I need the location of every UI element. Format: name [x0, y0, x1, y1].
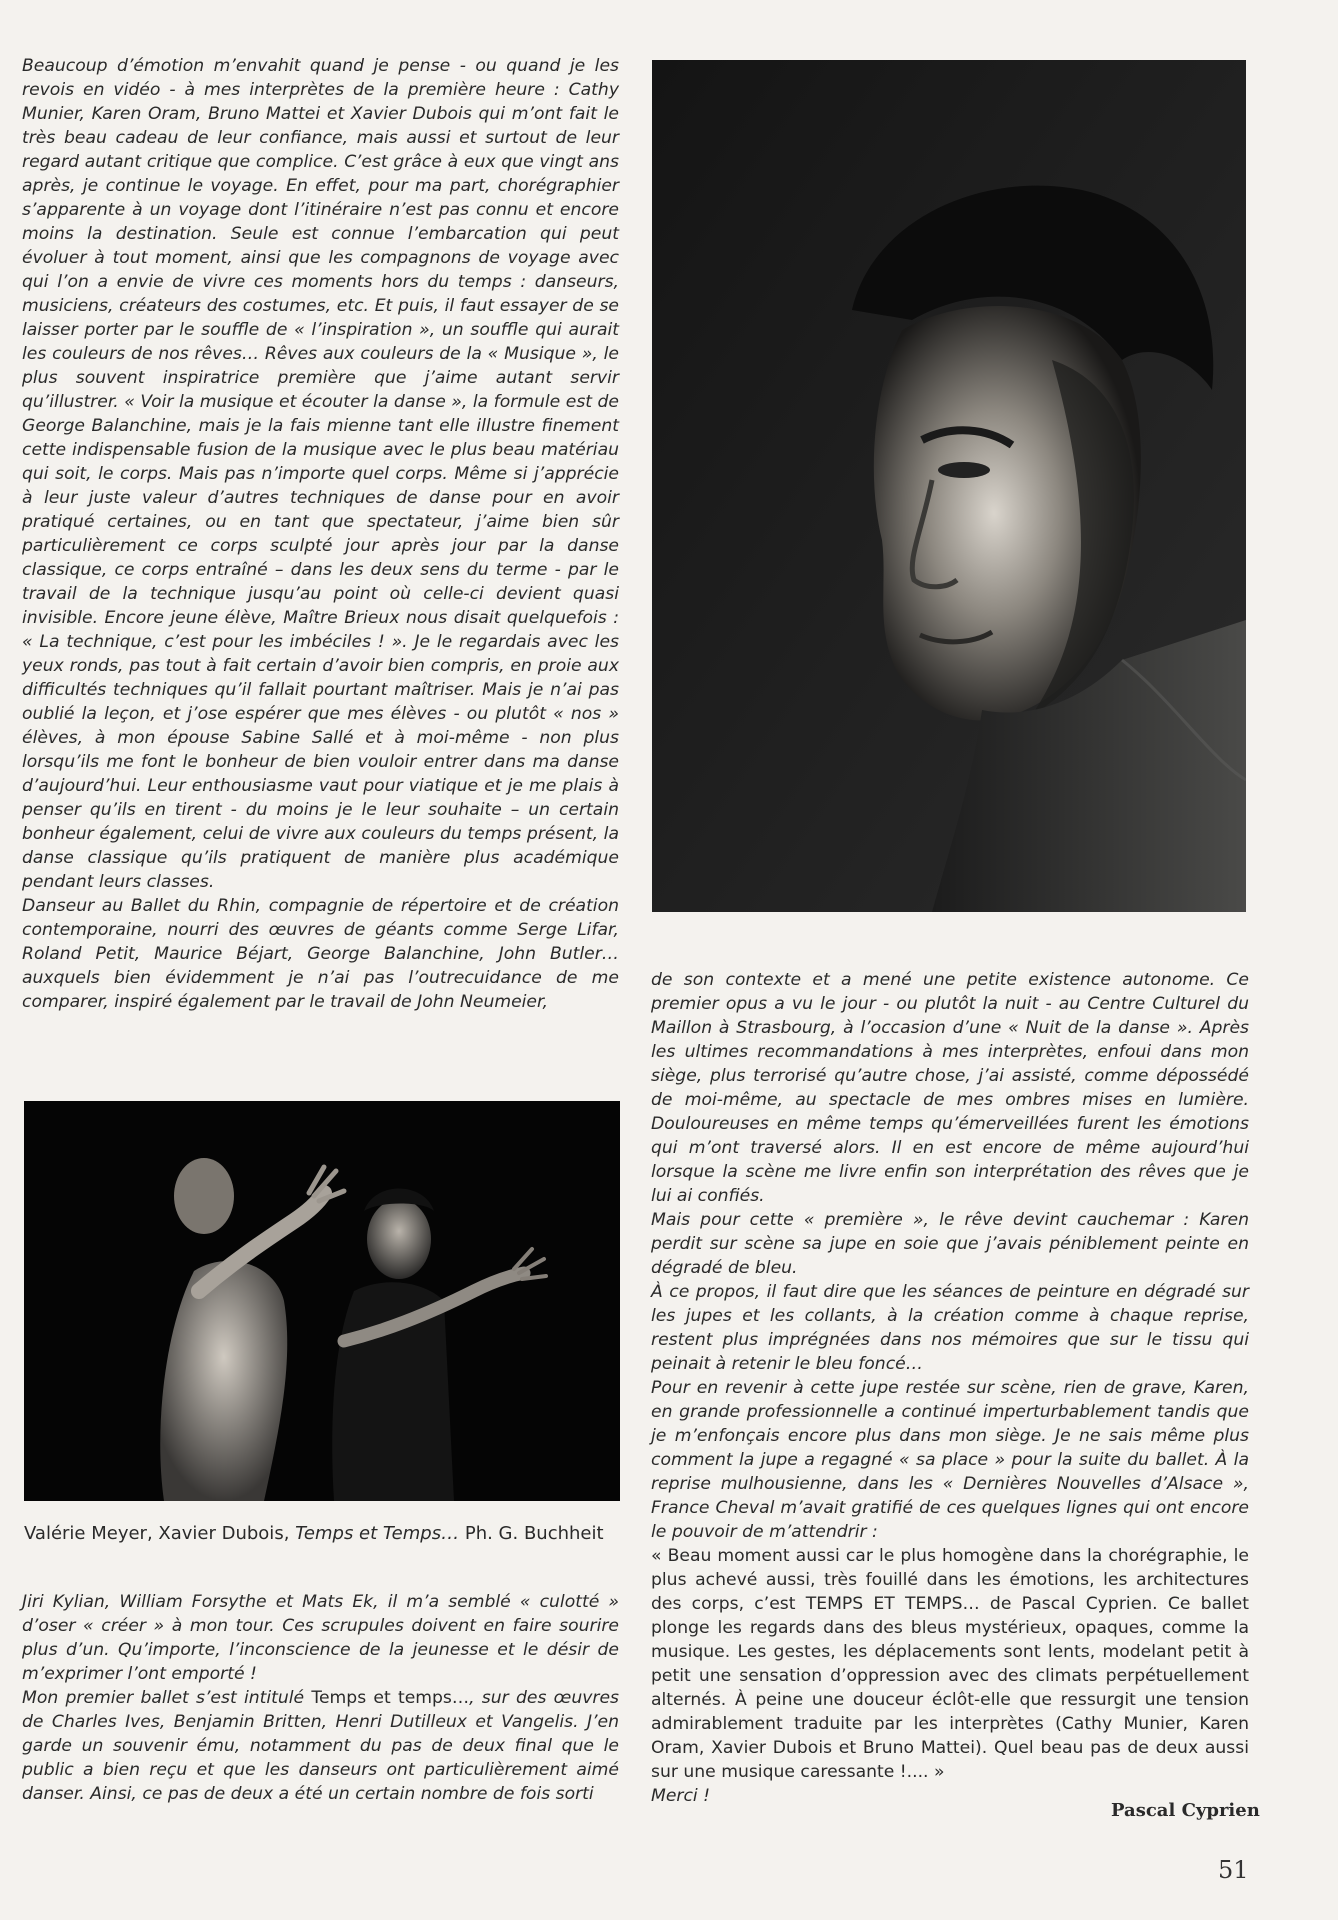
- caption-credit: Ph. G. Buchheit: [464, 1523, 604, 1544]
- paragraph: À ce propos, il faut dire que les séances de peinture en dégradé sur les jupes et les collants, à la création comme à chaque reprise, restent plus imprégnées dans nos mémoires que sur le tissu qui peinait à retenir le bleu foncé…: [651, 1282, 1249, 1374]
- photo-caption: [24, 1522, 604, 1546]
- paragraph: Jiri Kylian, William Forsythe et Mats Ek, il m’a semblé « culotté » d’oser « créer » à mon tour. Ces scrupules doivent en faire sourire plus d’un. Qu’importe, l’inconscience de la jeunesse et le désir de m’exprimer l’ont emporté !: [22, 1592, 619, 1684]
- paragraph: de son contexte et a mené une petite existence autonome. Ce premier opus a vu le jour - ou plutôt la nuit - au Centre Culturel du Maillon à Strasbourg, à l’occasion d’une « Nuit de la danse ». Après les ultimes recommandations à mes interprètes, enfoui dans mon siège, plus terrorisé qu’autre chose, j’ai assisté, comme dépossédé de moi-même, au spectacle de mes ombres mises en lumière. Douloureuses en même temps qu’émerveillées furent les émotions qui m’ont traversé alors. Il en est encore de même aujourd’hui lorsque la scène me livre enfin son interprétation des rêves que je lui ai confiés.: [651, 970, 1249, 1206]
- paragraph: Beaucoup d’émotion m’envahit quand je pense - ou quand je les revois en vidéo - à mes interprètes de la première heure : Cathy Munier, Karen Oram, Bruno Mattei et Xavier Dubois qui m’ont fait le très beau cadeau de leur confiance, mais aussi et surtout de leur regard autant critique que complice. C’est grâce à eux que vingt ans après, je continue le voyage. En effet, pour ma part, chorégraphier s’apparente à un voyage dont l’itinéraire n’est pas connu et encore moins la destination. Seule est connue l’embarcation qui peut évoluer à tout moment, ainsi que les compagnons de voyage avec qui l’on a envie de vivre ces moments hors du temps : danseurs, musiciens, créateurs des costumes, etc. Et puis, il faut essayer de se laisser porter par le souffle de « l’inspiration », un souffle qui aurait les couleurs de nos rêves… Rêves aux couleurs de la « Musique », le plus souvent inspiratrice première que j’aime autant servir qu’illustrer. « Voir la musique et écouter la danse », la formule est de George Balanchine, mais je la fais mienne tant elle illustre finement cette indispensable fusion de la musique avec le plus beau matériau qui soit, le corps. Mais pas n’importe quel corps. Même si j’apprécie à leur juste valeur d’autres techniques de danse pour en avoir pratiqué certaines, ou en tant que spectateur, j’aime bien sûr particulièrement ce corps sculpté jour après jour par la danse classique, ce corps entraîné – dans les deux sens du terme - par le travail de la technique jusqu’au point où celle-ci devient quasi invisible. Encore jeune élève, Maître Brieux nous disait quelquefois : « La technique, c’est pour les imbéciles ! ». Je le regardais avec les yeux ronds, pas tout à fait certain d’avoir bien compris, en proie aux difficultés techniques qu’il fallait pourtant maîtriser. Mais je n’ai pas oublié la leçon, et j’ose espérer que mes élèves - ou plutôt « nos » élèves, à mon épouse Sabine Sallé et à moi-même - non plus lorsqu’ils me font le bonheur de bien vouloir entrer dans ma danse d’aujourd’hui. Leur enthousiasme vaut pour viatique et je me plais à penser qu’ils en tirent - du moins je le leur souhaite – un certain bonheur également, celui de vivre aux couleurs du temps présent, la danse classique qu’ils pratiquent de manière plus académique pendant leurs classes.: [22, 56, 619, 892]
- left-column-bottom-text: [22, 1590, 619, 1806]
- author-signature: Pascal Cyprien: [1111, 1800, 1260, 1821]
- press-quote: « Beau moment aussi car le plus homogène dans la chorégraphie, le plus achevé aussi, très fouillé dans les émotions, les architectures des corps, c’est TEMPS ET TEMPS… de Pascal Cyprien. Ce ballet plonge les regards dans des bleus mystérieux, opaques, comme la musique. Les gestes, les déplacements sont lents, modelant petit à petit une sensation d’oppression avec des climats perpétuellement alternés. À peine une douceur éclôt-elle que ressurgit une tension admirablement traduite par les interprètes (Cathy Munier, Karen Oram, Xavier Dubois et Bruno Mattei). Quel beau pas de deux aussi sur une musique caressante !.... »: [651, 1546, 1249, 1782]
- paragraph: Danseur au Ballet du Rhin, compagnie de répertoire et de création contemporaine, nourri des œuvres de géants comme Serge Lifar, Roland Petit, Maurice Béjart, George Balanchine, John Butler… auxquels bien évidemment je n’ai pas l’outrecuidance de me comparer, inspiré également par le travail de John Neumeier,: [22, 896, 619, 1012]
- left-column-top-text: [22, 54, 619, 1014]
- page-number: 51: [1218, 1856, 1249, 1884]
- paragraph: Pour en revenir à cette jupe restée sur scène, rien de grave, Karen, en grande professionnelle a continué imperturbablement tandis que je m’enfonçais encore plus dans mon siège. Je ne sais même plus comment la jupe a regagné « sa place » pour la suite du ballet. À la reprise mulhousienne, dans les « Dernières Nouvelles d’Alsace », France Cheval m’avait gratifié de ces quelques lignes qui ont encore le pouvoir de m’attendrir :: [651, 1378, 1249, 1542]
- caption-title: Temps et Temps…: [295, 1523, 460, 1544]
- dance-photo: [24, 1101, 620, 1501]
- text-span: Mon premier ballet s’est intitulé: [22, 1688, 305, 1708]
- caption-names: Valérie Meyer, Xavier Dubois,: [24, 1523, 290, 1544]
- paragraph: [22, 1686, 619, 1806]
- paragraph: Mais pour cette « première », le rêve devint cauchemar : Karen perdit sur scène sa jupe en soie que j’avais péniblement peinte en dégradé de bleu.: [651, 1210, 1249, 1278]
- text-span: , sur des œuvres de Charles Ives, Benjamin Britten, Henri Dutilleux et Vangelis. J’en garde un souvenir ému, notamment du pas de deux final que le public a bien reçu et que les danseurs ont particulièrement aimé danser. Ainsi, ce pas de deux a été un certain nombre de fois sorti: [22, 1688, 619, 1804]
- portrait-photo: [652, 60, 1246, 912]
- closing: Merci !: [651, 1786, 711, 1806]
- right-column-text: [651, 968, 1249, 1808]
- ballet-title: Temps et temps…: [311, 1688, 470, 1708]
